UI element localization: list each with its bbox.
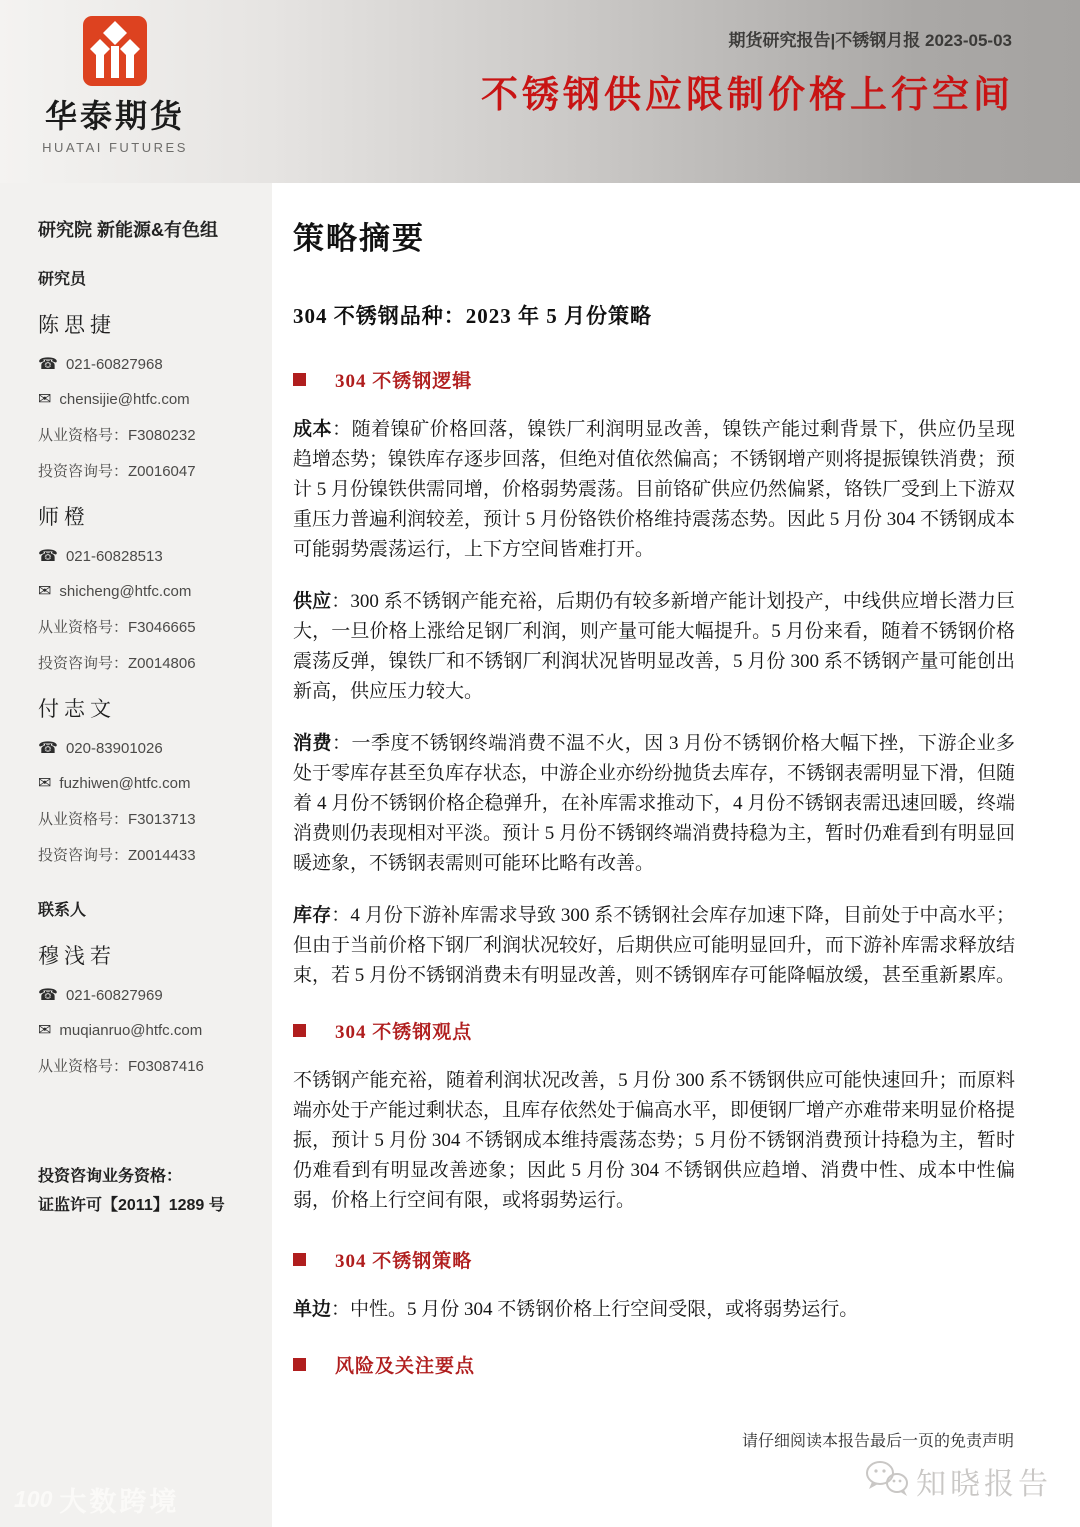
researcher-name: 付志文 [38,697,116,721]
paragraph-lead: 单边 [293,1299,332,1320]
email-address: shicheng@htfc.com [59,582,192,600]
research-group: 研究院 新能源&有色组 [38,220,218,240]
section-label: 风险及关注要点 [335,1356,476,1377]
wechat-icon [864,1458,910,1503]
watermark-dashu [14,1480,179,1519]
contact-license: 从业资格号：F03087416 [38,1058,204,1075]
section-bullet-icon [293,1024,306,1037]
researcher-email [38,581,258,601]
email-icon: ✉ [38,583,52,600]
section-bullet-icon [293,1358,306,1371]
email-icon: ✉ [38,775,52,792]
researcher-license: 从业资格号：F3013713 [38,811,196,828]
researcher-name: 陈思捷 [38,313,116,337]
section-label: 304 不锈钢策略 [335,1251,473,1272]
section-bullet-icon [293,1253,306,1266]
section-header-logic [293,366,1015,393]
logo-company-name-en: HUATAI FUTURES [42,140,188,155]
huatai-logo-icon [30,16,200,86]
phone-icon: ☎ [38,356,58,373]
dashu-logo-icon: 100 [14,1486,53,1512]
email-icon: ✉ [38,391,52,408]
researcher-phone [38,738,258,758]
section-header-risk [293,1351,1015,1378]
main-content [293,183,1015,1378]
paragraph-lead: 消费 [293,733,333,754]
contact-phone [38,985,258,1005]
summary-title: 策略摘要 [293,221,425,256]
sidebar [0,183,272,1527]
section-bullet-icon [293,373,306,386]
paragraph-view [293,1066,1015,1216]
researcher-advisory: 投资咨询号：Z0014433 [38,847,196,864]
paragraph-supply [293,587,1015,707]
huatai-logo [30,16,200,155]
watermark-text: 知晓报告 [916,1467,1052,1501]
watermark-text: 大数跨境 [59,1487,180,1517]
paragraph-cost [293,415,1015,565]
researcher-license: 从业资格号：F3080232 [38,427,196,444]
advisory-qualification [38,1162,258,1220]
paragraph-lead: 库存 [293,905,332,926]
researcher-advisory: 投资咨询号：Z0016047 [38,463,196,480]
researcher-name: 师橙 [38,505,90,529]
section-header-view [293,1017,1015,1044]
phone-number: 021-60827969 [65,986,163,1004]
section-header-strategy [293,1246,1015,1273]
paragraph-lead: 成本 [293,419,333,440]
phone-number: 020-83901026 [65,739,163,757]
paragraph-strategy [293,1295,1015,1325]
paragraph-body: ：中性。5 月份 304 不锈钢价格上行空间受限，或将弱势运行。 [331,1299,859,1320]
email-icon: ✉ [38,1022,52,1039]
researcher-phone [38,546,258,566]
researcher-license: 从业资格号：F3046665 [38,619,196,636]
researcher-role-label: 研究员 [38,271,87,288]
phone-icon: ☎ [38,987,58,1004]
qualification-line2: 证监许可【2011】1289 号 [38,1197,225,1214]
email-address: chensijie@htfc.com [59,390,190,408]
watermark-zhixiao [864,1458,1052,1503]
phone-icon: ☎ [38,740,58,757]
paragraph-lead: 供应 [293,591,332,612]
logo-company-name: 华泰期货 [44,98,185,134]
phone-number: 021-60827968 [65,355,163,373]
researcher-email [38,389,258,409]
paragraph-consumption [293,729,1015,879]
researcher-email [38,773,258,793]
paragraph-body: ：随着镍矿价格回落，镍铁厂利润明显改善，镍铁产能过剩背景下，供应仍呈现趋增态势；镍铁库存逐步回落，但绝对值依然偏高；不锈钢增产则将提振镍铁消费；预计 5 月份镍铁供需同增，价格弱势震荡。目前铬矿供应仍然偏紧，铬铁厂受到上下游双重压力普遍利润较差，预计 5 月份铬铁价格维持震荡态势。因此 5 月份 304 不锈钢成本可能弱势震荡运行，上下方空间皆难打开。 [293,419,1016,560]
email-address: muqianruo@htfc.com [59,1021,203,1039]
phone-number: 021-60828513 [65,547,163,565]
contact-email [38,1020,258,1040]
contact-label: 联系人 [38,902,87,919]
paragraph-body: ：一季度不锈钢终端消费不温不火，因 3 月份不锈钢价格大幅下挫，下游企业多处于零库存甚至负库存状态，中游企业亦纷纷抛货去库存，不锈钢表需明显下滑，但随着 4 月份不锈钢价格企稳弹升，在补库需求推动下，4 月份不锈钢表需迅速回暖，终端消费则仍表现相对平淡。预计 5 月份不锈钢终端消费持稳为主，暂时仍难看到有明显回暖迹象，不锈钢表需则可能环比略有改善。 [293,733,1016,874]
researcher-phone [38,354,258,374]
contact-name: 穆浅若 [38,944,116,968]
section-label: 304 不锈钢逻辑 [335,371,473,392]
report-meta: 期货研究报告|不锈钢月报 2023-05-03 [728,31,1012,50]
phone-icon: ☎ [38,548,58,565]
disclaimer-note: 请仔细阅读本报告最后一页的免责声明 [741,1433,1014,1450]
paragraph-body: ：300 系不锈钢产能充裕，后期仍有较多新增产能计划投产，中线供应增长潜力巨大，一旦价格上涨给足钢厂利润，则产量可能大幅提升。5 月份来看，随着不锈钢价格震荡反弹，镍铁厂和不锈钢厂利润状况皆明显改善，5 月份 300 系不锈钢产量可能创出新高，供应压力较大。 [293,591,1015,702]
report-title: 不锈钢供应限制价格上行空间 [481,74,1014,115]
paragraph-body: 不锈钢产能充裕，随着利润状况改善，5 月份 300 系不锈钢供应可能快速回升；而原料端亦处于产能过剩状态，且库存依然处于偏高水平，即便钢厂增产亦难带来明显价格提振，预计 5 月份 304 不锈钢成本维持震荡态势；5 月份不锈钢消费预计持稳为主，暂时仍难看到有明显改善迹象；因此 5 月份 304 不锈钢供应趋增、消费中性、成本中性偏弱，价格上行空间有限，或将弱势运行。 [293,1070,1016,1211]
email-address: fuzhiwen@htfc.com [59,774,191,792]
qualification-line1: 投资咨询业务资格： [38,1168,183,1185]
paragraph-body: ：4 月份下游补库需求导致 300 系不锈钢社会库存加速下降，目前处于中高水平；但由于当前价格下钢厂利润状况较好，后期供应可能明显回升，而下游补库需求释放结束，若 5 月份不锈钢消费未有明显改善，则不锈钢库存可能降幅放缓，甚至重新累库。 [293,905,1016,986]
paragraph-inventory [293,901,1015,991]
strategy-subtitle: 304 不锈钢品种：2023 年 5 月份策略 [293,304,652,328]
section-label: 304 不锈钢观点 [335,1022,473,1043]
report-header [0,0,1080,183]
researcher-advisory: 投资咨询号：Z0014806 [38,655,196,672]
